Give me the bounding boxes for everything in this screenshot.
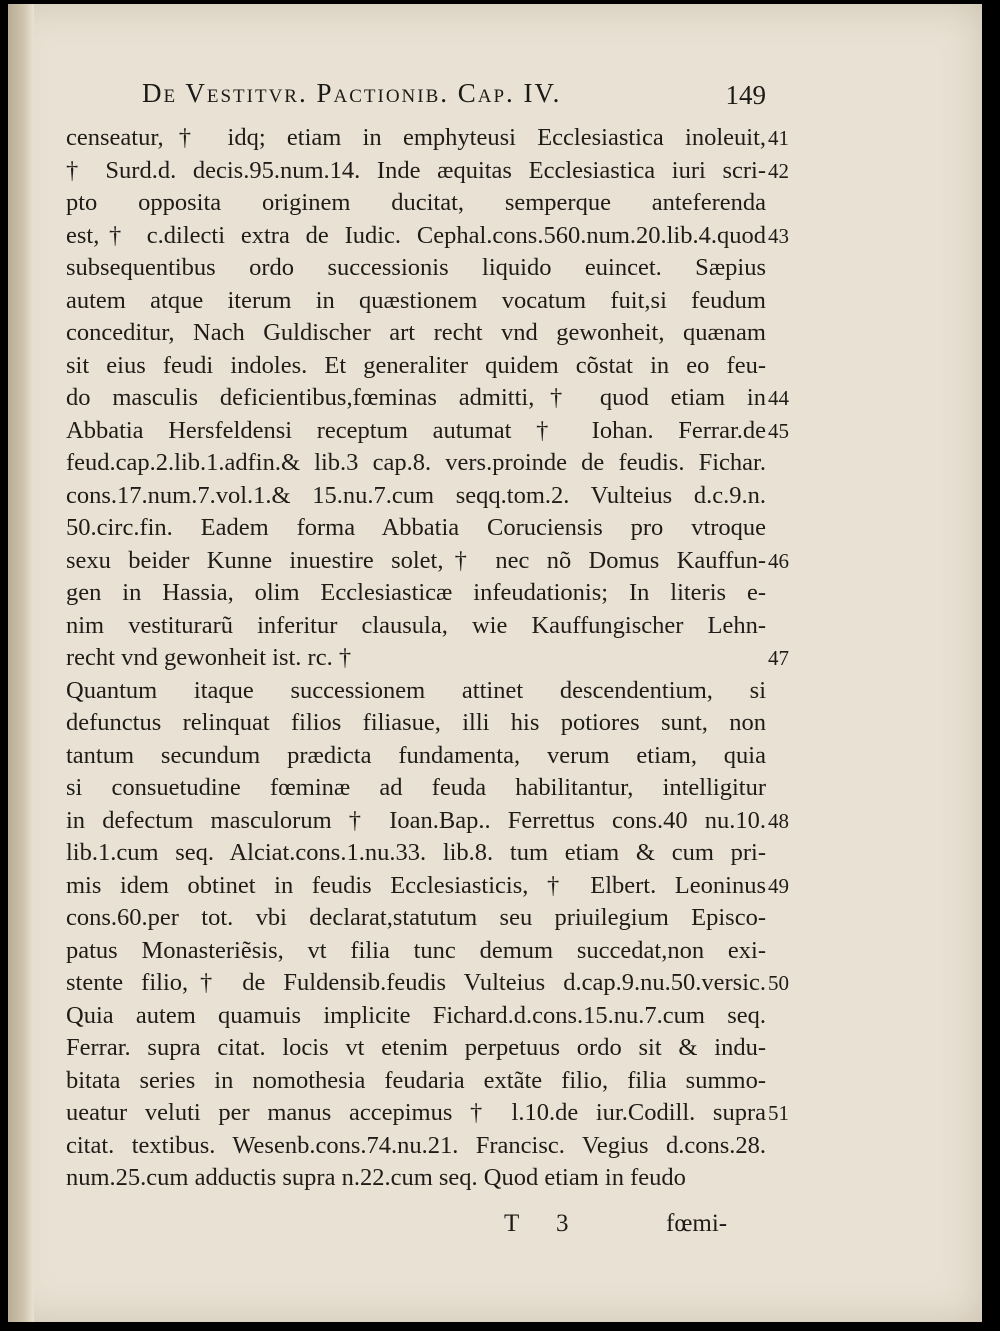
- body-text: [66, 122, 766, 1195]
- signature-mark: T: [504, 1210, 520, 1237]
- text-line: pto opposita originem ducitat, semperque anteferenda: [66, 189, 766, 216]
- text-line: cons.60.per tot. vbi declarat,statutum seu priuilegium Episco-: [66, 904, 766, 931]
- text-line: feud.cap.2.lib.1.adfin.& lib.3 cap.8. vers.proinde de feudis. Fichar.: [66, 449, 766, 476]
- text-line: sexu beider Kunne inuestire solet,† nec nõ Domus Kauffun-: [66, 546, 766, 574]
- margin-number: 51: [768, 1101, 789, 1125]
- text-line: mis idem obtinet in feudis Ecclesiasticis, † Elbert. Leoninus: [66, 871, 766, 899]
- running-title: De Vestitvr. Pactionib. Cap. IV.: [142, 78, 562, 108]
- text-line: Quantum itaque successionem attinet descendentium, si: [66, 676, 766, 704]
- text-line: Ferrar. supra citat. locis vt etenim perpetuus ordo sit & indu-: [66, 1034, 766, 1061]
- text-line: gen in Hassia, olim Ecclesiasticæ infeudationis; In literis e-: [66, 579, 766, 606]
- text-line: si consuetudine fœminæ ad feuda habilitantur, intelligitur: [66, 774, 766, 801]
- catchword: fœmi-: [666, 1210, 728, 1237]
- text-line: patus Monasteriẽsis, vt filia tunc demum succedat,non exi-: [66, 936, 766, 964]
- text-line: cons.17.num.7.vol.1.& 15.nu.7.cum seqq.tom.2. Vulteius d.c.9.n.: [66, 481, 766, 509]
- text-line: in defectum masculorum † Ioan.Bap.. Ferrettus cons.40 nu.10.: [66, 806, 766, 834]
- text-line: censeatur,† idq; etiam in emphyteusi Ecclesiastica inoleuit,: [66, 124, 766, 151]
- margin-number: 48: [768, 808, 789, 833]
- margin-number: 47: [768, 646, 789, 670]
- page-number: 149: [725, 80, 766, 110]
- margin-number: 42: [768, 158, 789, 183]
- text-line: lib.1.cum seq. Alciat.cons.1.nu.33. lib.8. tum etiam & cum pri-: [66, 839, 766, 866]
- text-line: ueatur veluti per manus accepimus † l.10.de iur.Codill. supra: [66, 1099, 766, 1126]
- text-line: autem atque iterum in quæstionem vocatum fuit,si feudum: [66, 286, 766, 314]
- margin-number: 44: [768, 386, 789, 410]
- text-line: num.25.cum adductis supra n.22.cum seq. Quod etiam in feudo: [66, 1164, 686, 1191]
- margin-number: 50: [768, 971, 789, 995]
- text-line: sit eius feudi indoles. Et generaliter quidem cõstat in eo feu-: [66, 351, 766, 379]
- page-gutter: [8, 4, 34, 1322]
- margin-number: 49: [768, 873, 789, 898]
- margin-number: 41: [768, 126, 789, 150]
- text-line: stente filio,† de Fuldensib.feudis Vulteius d.cap.9.nu.50.versic.: [66, 969, 766, 996]
- margin-number: 43: [768, 223, 789, 248]
- text-line: conceditur, Nach Guldischer art recht vnd gewonheit, quænam: [66, 319, 766, 346]
- text-line: tantum secundum prædicta fundamenta, verum etiam, quia: [66, 741, 766, 769]
- text-line: Abbatia Hersfeldensi receptum autumat † Iohan. Ferrar.de: [66, 416, 766, 444]
- text-line: 50.circ.fin. Eadem forma Abbatia Coruciensis pro vtroque: [66, 514, 766, 541]
- text-line: bitata series in nomothesia feudaria extãte filio, filia summo-: [66, 1066, 766, 1094]
- margin-number: 45: [768, 418, 789, 443]
- signature-number: 3: [556, 1210, 569, 1237]
- margin-number: 46: [768, 548, 789, 573]
- text-line: nim vestiturarũ inferitur clausula, wie Kauffungischer Lehn-: [66, 611, 766, 639]
- book-page: [8, 4, 982, 1322]
- page-header: [136, 78, 776, 118]
- text-line: subsequentibus ordo successionis liquido euincet. Sæpius: [66, 254, 766, 281]
- text-line: Quia autem quamuis implicite Fichard.d.cons.15.nu.7.cum seq.: [66, 1001, 766, 1029]
- text-line: do masculis deficientibus,fœminas admitti,† quod etiam in: [66, 384, 766, 411]
- text-line: defunctus relinquat filios filiasue, illi his potiores sunt, non: [66, 709, 766, 736]
- text-line: † Surd.d. decis.95.num.14. Inde æquitas Ecclesiastica iuri scri-: [66, 156, 766, 184]
- text-line: est,† c.dilecti extra de Iudic. Cephal.cons.560.num.20.lib.4.quod: [66, 221, 766, 249]
- text-line: citat. textibus. Wesenb.cons.74.nu.21. Francisc. Vegius d.cons.28.: [66, 1131, 766, 1159]
- text-line: recht vnd gewonheit ist. rc. †: [66, 644, 352, 671]
